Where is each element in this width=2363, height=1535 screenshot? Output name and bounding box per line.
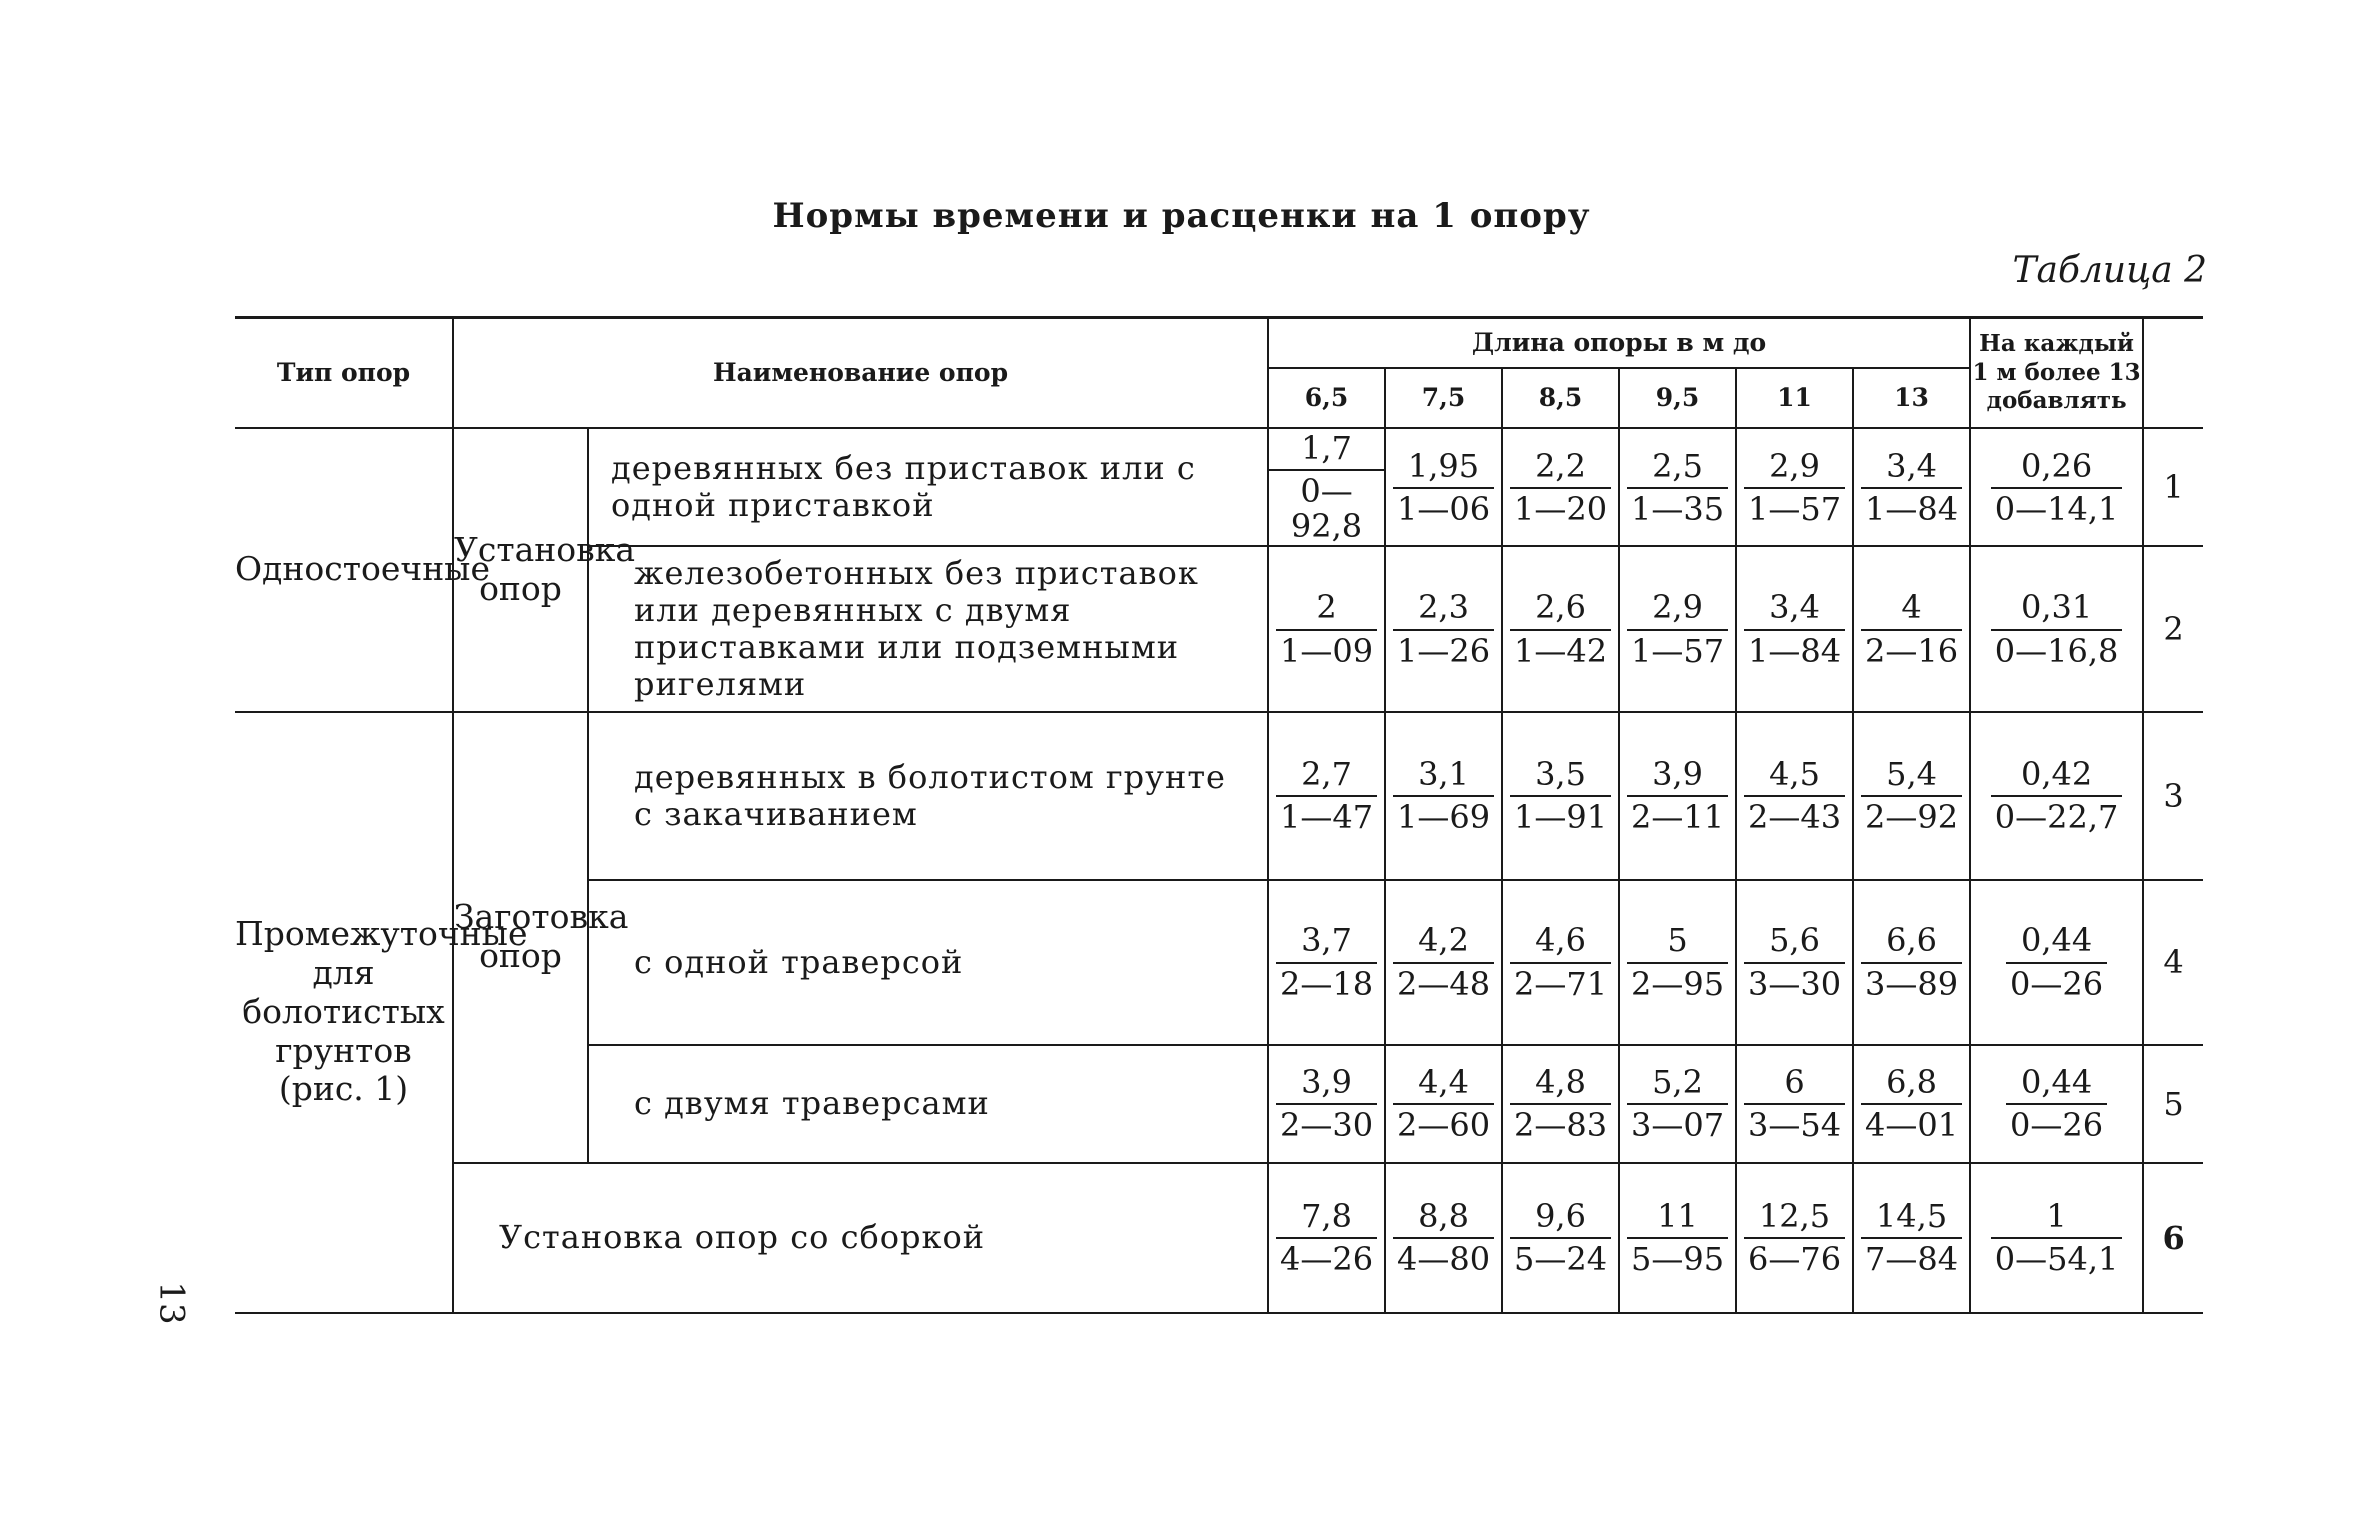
value-top: 5,2 bbox=[1652, 1062, 1703, 1101]
value-bottom: 7—84 bbox=[1861, 1237, 1962, 1277]
value-bottom: 2—18 bbox=[1276, 962, 1377, 1002]
row-name: с одной траверсой bbox=[588, 880, 1268, 1045]
value-bottom: 1—06 bbox=[1393, 487, 1494, 527]
value-top: 4,5 bbox=[1769, 754, 1820, 793]
type-single: Одностоечные bbox=[235, 428, 453, 712]
value-top: 4,8 bbox=[1535, 1062, 1586, 1101]
row-number: 5 bbox=[2143, 1045, 2203, 1163]
value-bottom: 3—30 bbox=[1744, 962, 1845, 1002]
value-top: 5 bbox=[1667, 921, 1688, 960]
norms-table bbox=[235, 316, 2203, 1314]
value-top: 2,7 bbox=[1301, 754, 1352, 793]
value-bottom: 1—20 bbox=[1510, 487, 1611, 527]
extra-bottom: 0—22,7 bbox=[1991, 795, 2123, 835]
value-top: 3,5 bbox=[1535, 754, 1586, 793]
table-caption: Таблица 2 bbox=[2012, 250, 2207, 291]
value-bottom: 5—24 bbox=[1510, 1237, 1611, 1277]
page-title: Нормы времени и расценки на 1 опору bbox=[772, 196, 1591, 236]
header-length: Длина опоры в м до bbox=[1268, 318, 1970, 369]
value-top: 9,6 bbox=[1535, 1196, 1586, 1235]
value-bottom: 1—84 bbox=[1861, 487, 1962, 527]
value-bottom: 2—48 bbox=[1393, 962, 1494, 1002]
value-top: 5,4 bbox=[1886, 754, 1937, 793]
value-bottom: 0—92,8 bbox=[1269, 469, 1384, 544]
value-top: 4 bbox=[1901, 588, 1922, 627]
value-top: 2,5 bbox=[1652, 446, 1703, 485]
value-top: 2,3 bbox=[1418, 588, 1469, 627]
header-length-value: 13 bbox=[1853, 368, 1970, 428]
value-bottom: 1—91 bbox=[1510, 795, 1611, 835]
value-top: 1,7 bbox=[1301, 429, 1352, 467]
row-name: с двумя траверсами bbox=[588, 1045, 1268, 1163]
extra-top: 1 bbox=[2046, 1196, 2067, 1235]
table-row bbox=[235, 712, 2203, 880]
value-top: 7,8 bbox=[1301, 1196, 1352, 1235]
header-type: Тип опор bbox=[235, 318, 453, 429]
extra-bottom: 0—54,1 bbox=[1991, 1237, 2123, 1277]
row-number: 3 bbox=[2143, 712, 2203, 880]
row-number: 2 bbox=[2143, 546, 2203, 711]
header-length-value: 7,5 bbox=[1385, 368, 1502, 428]
page-number: 13 bbox=[151, 1281, 192, 1325]
value-top: 5,6 bbox=[1769, 921, 1820, 960]
value-top: 12,5 bbox=[1758, 1196, 1831, 1235]
value-bottom: 2—30 bbox=[1276, 1103, 1377, 1143]
value-top: 6,8 bbox=[1886, 1062, 1937, 1101]
header-length-value: 8,5 bbox=[1502, 368, 1619, 428]
value-bottom: 2—11 bbox=[1627, 795, 1728, 835]
value-bottom: 1—42 bbox=[1510, 629, 1611, 669]
extra-bottom: 0—16,8 bbox=[1991, 629, 2123, 669]
value-bottom: 6—76 bbox=[1744, 1237, 1845, 1277]
value-top: 2,9 bbox=[1652, 588, 1703, 627]
extra-top: 0,44 bbox=[2020, 1062, 2093, 1101]
value-bottom: 1—84 bbox=[1744, 629, 1845, 669]
value-bottom: 2—43 bbox=[1744, 795, 1845, 835]
header-length-value: 11 bbox=[1736, 368, 1853, 428]
value-bottom: 1—57 bbox=[1627, 629, 1728, 669]
value-top: 1,95 bbox=[1407, 446, 1480, 485]
value-top: 4,4 bbox=[1418, 1062, 1469, 1101]
value-top: 11 bbox=[1657, 1196, 1698, 1235]
row-number: 1 bbox=[2143, 428, 2203, 546]
header-extra: На каждый 1 м более 13 добавлять bbox=[1970, 318, 2143, 429]
extra-bottom: 0—14,1 bbox=[1991, 487, 2123, 527]
value-bottom: 1—47 bbox=[1276, 795, 1377, 835]
value-top: 3,9 bbox=[1301, 1062, 1352, 1101]
row-name: железобетонных без приставок или деревянных с двумя приставками или подземными ригелями bbox=[588, 546, 1268, 711]
value-bottom: 5—95 bbox=[1627, 1237, 1728, 1277]
value-bottom: 1—09 bbox=[1276, 629, 1377, 669]
value-top: 6 bbox=[1784, 1062, 1805, 1101]
value-top: 2,9 bbox=[1769, 446, 1820, 485]
value-bottom: 1—35 bbox=[1627, 487, 1728, 527]
row-number: 4 bbox=[2143, 880, 2203, 1045]
operation-prepare: Заготовка опор bbox=[453, 712, 588, 1163]
value-bottom: 2—60 bbox=[1393, 1103, 1494, 1143]
value-top: 4,6 bbox=[1535, 921, 1586, 960]
value-bottom: 2—16 bbox=[1861, 629, 1962, 669]
value-top: 2,6 bbox=[1535, 588, 1586, 627]
value-bottom: 3—54 bbox=[1744, 1103, 1845, 1143]
extra-bottom: 0—26 bbox=[2006, 962, 2107, 1002]
value-top: 14,5 bbox=[1875, 1196, 1948, 1235]
extra-top: 0,44 bbox=[2020, 921, 2093, 960]
value-bottom: 2—83 bbox=[1510, 1103, 1611, 1143]
value-bottom: 1—69 bbox=[1393, 795, 1494, 835]
table-row bbox=[235, 428, 2203, 546]
value-top: 8,8 bbox=[1418, 1196, 1469, 1235]
header-length-value: 6,5 bbox=[1268, 368, 1385, 428]
value-top: 3,7 bbox=[1301, 921, 1352, 960]
value-top: 2,2 bbox=[1535, 446, 1586, 485]
value-top: 3,4 bbox=[1769, 588, 1820, 627]
value-top: 2 bbox=[1316, 588, 1337, 627]
extra-bottom: 0—26 bbox=[2006, 1103, 2107, 1143]
value-bottom: 2—95 bbox=[1627, 962, 1728, 1002]
value-top: 3,1 bbox=[1418, 754, 1469, 793]
table-row bbox=[235, 1163, 2203, 1313]
value-bottom: 4—01 bbox=[1861, 1103, 1962, 1143]
value-top: 3,4 bbox=[1886, 446, 1937, 485]
value-bottom: 3—07 bbox=[1627, 1103, 1728, 1143]
row-name: деревянных в болотистом грунте с закачиванием bbox=[588, 712, 1268, 880]
header-name: Наименование опор bbox=[453, 318, 1268, 429]
value-bottom: 2—92 bbox=[1861, 795, 1962, 835]
value-bottom: 1—26 bbox=[1393, 629, 1494, 669]
value-top: 3,9 bbox=[1652, 754, 1703, 793]
value-top: 6,6 bbox=[1886, 921, 1937, 960]
extra-top: 0,31 bbox=[2020, 588, 2093, 627]
header-blank bbox=[2143, 318, 2203, 429]
value-bottom: 4—80 bbox=[1393, 1237, 1494, 1277]
value-bottom: 1—57 bbox=[1744, 487, 1845, 527]
row-name: деревянных без приставок или с одной приставкой bbox=[588, 428, 1268, 546]
value-bottom: 2—71 bbox=[1510, 962, 1611, 1002]
extra-top: 0,42 bbox=[2020, 754, 2093, 793]
header-length-value: 9,5 bbox=[1619, 368, 1736, 428]
type-intermediate: Промежуточные для болотистых грунтов (рис. 1) bbox=[235, 712, 453, 1313]
extra-top: 0,26 bbox=[2020, 446, 2093, 485]
row-name: Установка опор со сборкой bbox=[453, 1163, 1268, 1313]
value-bottom: 4—26 bbox=[1276, 1237, 1377, 1277]
value-top: 4,2 bbox=[1418, 921, 1469, 960]
row-number: 6 bbox=[2143, 1163, 2203, 1313]
operation-install: Установка опор bbox=[453, 428, 588, 712]
value-bottom: 3—89 bbox=[1861, 962, 1962, 1002]
